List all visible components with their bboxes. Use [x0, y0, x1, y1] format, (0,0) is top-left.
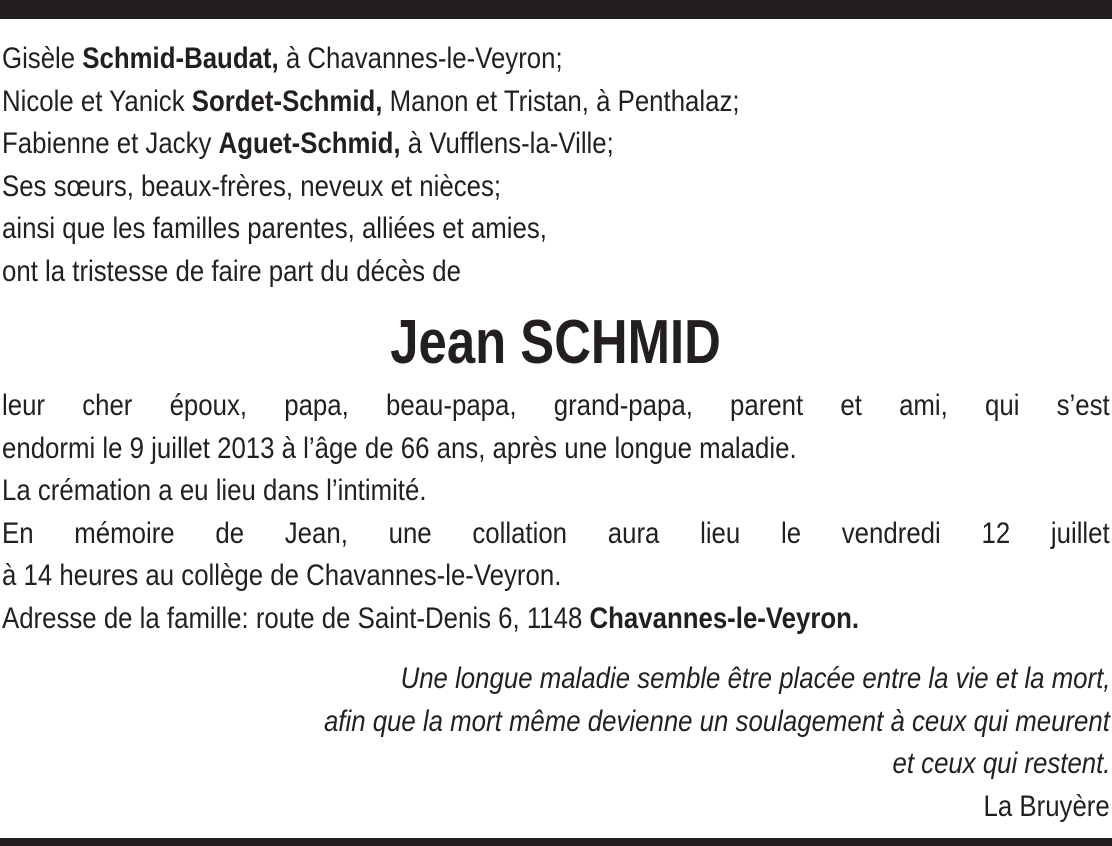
body-line-2 [2, 428, 1110, 471]
family-line-3-pre: Fabienne et Jacky [2, 127, 219, 160]
address-text: Adresse de la famille: route de Saint-Denis 6, 1148 [2, 601, 590, 635]
quote-line-1-text: Une longue maladie semble être placée entre la vie et la mort, [400, 662, 1110, 695]
address-line [2, 598, 1110, 641]
families-line [2, 208, 1110, 251]
quote-line-2-text: afin que la mort même devienne un soulagement à ceux qui meurent [324, 704, 1110, 738]
deceased-name-text: Jean SCHMID [390, 308, 722, 377]
family-line-2-pre: Nicole et Yanick [2, 84, 192, 118]
quote-line-3-text: et ceux qui restent. [892, 747, 1110, 780]
memorial-line-1 [2, 513, 1110, 556]
announcement-line [2, 251, 1110, 294]
quote-line-1 [50, 658, 1110, 701]
memorial-line-2 [2, 555, 1110, 598]
memorial-line-2-text: à 14 heures au collège de Chavannes-le-Veyron. [2, 559, 562, 592]
families-text: ainsi que les familles parentes, alliées et amies, [2, 212, 547, 245]
family-line-2-post: Manon et Tristan, à Penthalaz; [382, 84, 740, 118]
family-line-2 [2, 81, 1110, 124]
address-town: Chavannes-le-Veyron. [589, 601, 860, 635]
announcement-text: ont la tristesse de faire part du décès de [2, 254, 461, 288]
relatives-text: Ses sœurs, beaux-frères, neveux et nièces; [2, 169, 502, 203]
family-line-2-name: Sordet-Schmid, [191, 84, 383, 118]
family-line-1-pre: Gisèle [2, 42, 83, 75]
bottom-rule [0, 838, 1112, 846]
relatives-line [2, 166, 1110, 209]
cremation-line [2, 470, 1110, 513]
memorial-line-1-text: En mémoire de Jean, une collation aura lieu le vendredi 12 juillet [2, 516, 1110, 550]
quote-line-2 [50, 701, 1110, 744]
family-line-1-post: à Chavannes-le-Veyron; [278, 42, 563, 75]
family-line-1-name: Schmid-Baudat, [82, 42, 279, 75]
epitaph-quote [50, 658, 1110, 828]
obituary-notice [2, 38, 1110, 640]
family-line-3-post: à Vufflens-la-Ville; [400, 127, 614, 160]
body-line-2-text: endormi le 9 juillet 2013 à l’âge de 66 ans, après une longue maladie. [2, 431, 797, 465]
quote-line-3 [50, 743, 1110, 786]
family-line-3 [2, 123, 1110, 166]
body-line-1-text: leur cher époux, papa, beau-papa, grand-papa, parent et ami, qui s’est [2, 389, 1110, 422]
cremation-text: La crémation a eu lieu dans l’intimité. [2, 474, 427, 507]
top-rule [0, 0, 1112, 19]
body-line-1 [2, 385, 1110, 428]
family-line-1 [2, 38, 1110, 81]
family-line-3-name: Aguet-Schmid, [218, 127, 401, 160]
quote-author [50, 786, 1110, 829]
quote-author-text: La Bruyère [983, 789, 1110, 823]
deceased-name [2, 309, 1110, 377]
